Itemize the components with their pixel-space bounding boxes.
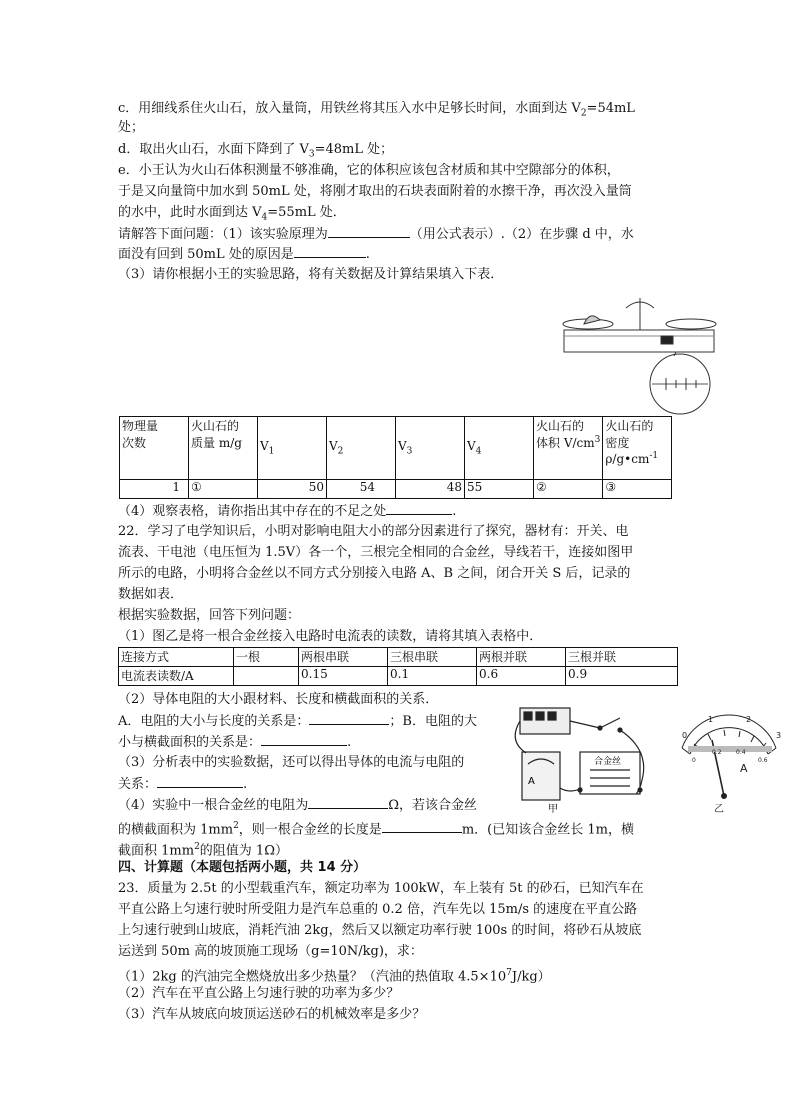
- table1-header-v2: $V_2$: [327, 417, 396, 480]
- q22-line-8: A．电阻的大小与长度的关系是： ；B．电阻的大: [118, 714, 477, 729]
- table2-cell: 0.9: [566, 667, 678, 686]
- q23-line-2: 平直公路上匀速行驶时所受阻力是汽车总重的 0.2 倍，汽车先以 15m/s 的速度在平直公路: [118, 902, 638, 917]
- scale-bottom-3: 0.6: [758, 757, 768, 764]
- table2-header: 三根串联: [388, 648, 477, 667]
- table1-header-mass: 火山石的 质量 m/g: [189, 417, 258, 480]
- text-line-c2: 处；: [118, 120, 145, 135]
- q22-line-4: 数据如表．: [118, 587, 184, 602]
- table2-header: 三根并联: [566, 648, 678, 667]
- table1-header-trial: 物理量 次数: [120, 417, 189, 480]
- q23-line-5: （1）2kg 的汽油完全燃烧放出多少热量？（汽油的热值取 $4.5\times 10^7J/kg$）: [118, 968, 551, 985]
- scale-bottom-2: 0.4: [736, 749, 746, 756]
- text-line-e1: e．小王认为火山石体积测量不够准确，它的体积应该包含材质和其中空隙部分的体积，: [118, 163, 620, 178]
- blank-reason[interactable]: [294, 245, 366, 258]
- q23-line-1: 23．质量为 2.5t 的小型载重汽车，额定功率为 100kW，车上装有 5t 的砂石，已知汽车在: [118, 881, 644, 896]
- dial-unit-label: A: [740, 762, 748, 775]
- balance-figure: [556, 298, 742, 416]
- table1-header-volume: 火山石的 体积 $V/cm^3$: [534, 417, 603, 480]
- scale-bottom-1: 0.2: [712, 749, 722, 756]
- table2-header: 两根串联: [299, 648, 388, 667]
- question-fill-table: （3）请你根据小王的实验思路，将有关数据及计算结果填入下表．: [118, 267, 504, 282]
- q22-line-10: （3）分析表中的实验数据，还可以得出导体的电流与电阻的: [118, 755, 465, 770]
- table1-cell: 55: [465, 480, 534, 499]
- q22-line-2: 流表、干电池（电压恒为 1.5V）各一个，三根完全相同的合金丝，导线若干，连接如图甲: [118, 545, 634, 560]
- table2-cell: 0.6: [477, 667, 566, 686]
- table2-cell: 0.15: [299, 667, 388, 686]
- ammeter-dial-yi: [668, 710, 786, 814]
- q22-line-5: 根据实验数据，回答下列问题：: [118, 608, 301, 623]
- needle-pivot: [721, 793, 727, 799]
- text-line-e3: 的水中，此时水面到达 $V_4=55mL$ 处．: [118, 205, 346, 223]
- table2-cell: 0.1: [388, 667, 477, 686]
- table1-header-density: 火山石的 密度 $\rho/g•cm^{-1}$: [603, 417, 672, 480]
- table2-header: 一根: [234, 648, 299, 667]
- text-line-c1: c．用细线系住火山石，放入量筒，用铁丝将其压入水中足够长时间，水面到达 $V_2=54mL$: [118, 101, 635, 119]
- circuit-diagram-jia: [508, 700, 658, 816]
- scale-top-0: 0: [682, 731, 688, 740]
- figure-label-yi: 乙: [714, 804, 724, 814]
- blank-area-relation[interactable]: [261, 733, 347, 746]
- q22-line-6: （1）图乙是将一根合金丝接入电路时电流表的读数，请将其填入表格中．: [118, 629, 543, 644]
- blank-formula[interactable]: [328, 225, 410, 238]
- text-line-e2: 于是又向量筒中加水到 50mL 处，将刚才取出的石块表面附着的水擦干净，再次没入量筒: [118, 184, 632, 199]
- blank-current-resistance[interactable]: [157, 775, 243, 788]
- q22-line-11: 关系： .: [118, 777, 248, 792]
- scale-bottom-0: 0: [692, 757, 696, 764]
- alloy-wire-label: 合金丝: [594, 757, 622, 767]
- q23-line-4: 运送到 50m 高的坡顶施工现场（g=10N/kg)，求：: [118, 944, 423, 959]
- table1-cell: 48: [396, 480, 465, 499]
- figure-label-jia: 甲: [548, 804, 558, 815]
- table1-cell-blank-2[interactable]: ②: [534, 480, 603, 499]
- ammeter-a-label: A: [528, 776, 535, 787]
- table1-cell-blank-3[interactable]: ③: [603, 480, 672, 499]
- q23-line-6: （2）汽车在平直公路上匀速行驶的功率为多少？: [118, 986, 400, 1001]
- table1-header-v4: $V_4$: [465, 417, 534, 480]
- table1-header-v3: $V_3$: [396, 417, 465, 480]
- q22-line-14: 截面积 $1mm^2$的阻值为 1Ω）: [118, 842, 288, 859]
- dial-scale-band: [688, 746, 772, 752]
- table1-cell: 54: [327, 480, 396, 499]
- table2-header: 两根并联: [477, 648, 566, 667]
- table1-header-v1: $V_1$: [258, 417, 327, 480]
- scale-top-2: 2: [746, 715, 752, 724]
- q23-line-7: （3）汽车从坡底向坡顶运送砂石的机械效率是多少？: [118, 1007, 426, 1022]
- blank-length[interactable]: [382, 820, 462, 833]
- table2-header: 连接方式: [119, 648, 234, 667]
- question-reason: 面没有回到 50mL 处的原因是 .: [118, 247, 370, 262]
- question-deficiency: （4）观察表格，请你指出其中存在的不足之处 .: [118, 504, 457, 519]
- blank-length-relation[interactable]: [309, 712, 389, 725]
- q22-line-1: 22．学习了电学知识后，小明对影响电阻大小的部分因素进行了探究，器材有：开关、电: [118, 524, 629, 539]
- q22-line-12: （4）实验中一根合金丝的电阻为 Ω，若该合金丝: [118, 798, 478, 813]
- blank-deficiency[interactable]: [386, 502, 452, 515]
- question-principle: 请解答下面问题：（1）该实验原理为 （用公式表示）.（2）在步骤 d 中，水: [118, 227, 634, 242]
- volcanic-rock-data-table: [119, 416, 672, 499]
- q23-line-3: 上匀速行驶到山坡底，消耗汽油 2kg，然后又以额定功率行驶 100s 的时间，将砂石从坡底: [118, 923, 642, 938]
- table2-cell-blank[interactable]: [234, 667, 299, 686]
- table1-cell: 50: [258, 480, 327, 499]
- q22-line-9: 小与横截面积的关系是： .: [118, 735, 352, 750]
- q22-line-13: 的横截面积为 $1mm^2$，则一根合金丝的长度是 m．(已知该合金丝长 1m，横: [118, 821, 634, 838]
- q22-line-3: 所示的电路，小明将合金丝以不同方式分别接入电路 A、B 之间，闭合开关 S 后，记录的: [118, 566, 631, 581]
- text-line-d1: d．取出火山石，水面下降到了 $V_3=48mL$ 处；: [118, 142, 394, 160]
- scale-top-3: 3: [776, 731, 782, 740]
- section-calculation-title: 四、计算题（本题包括两小题，共 14 分）: [118, 860, 367, 875]
- table2-cell: 电流表读数/A: [119, 667, 234, 686]
- blank-resistance[interactable]: [308, 796, 388, 809]
- q22-line-7: （2）导体电阻的大小跟材料、长度和横截面积的关系．: [118, 692, 439, 707]
- current-reading-table: [118, 647, 678, 686]
- scale-top-1: 1: [708, 715, 714, 724]
- table1-cell: 1: [120, 480, 189, 499]
- table1-cell-blank-1[interactable]: ①: [189, 480, 258, 499]
